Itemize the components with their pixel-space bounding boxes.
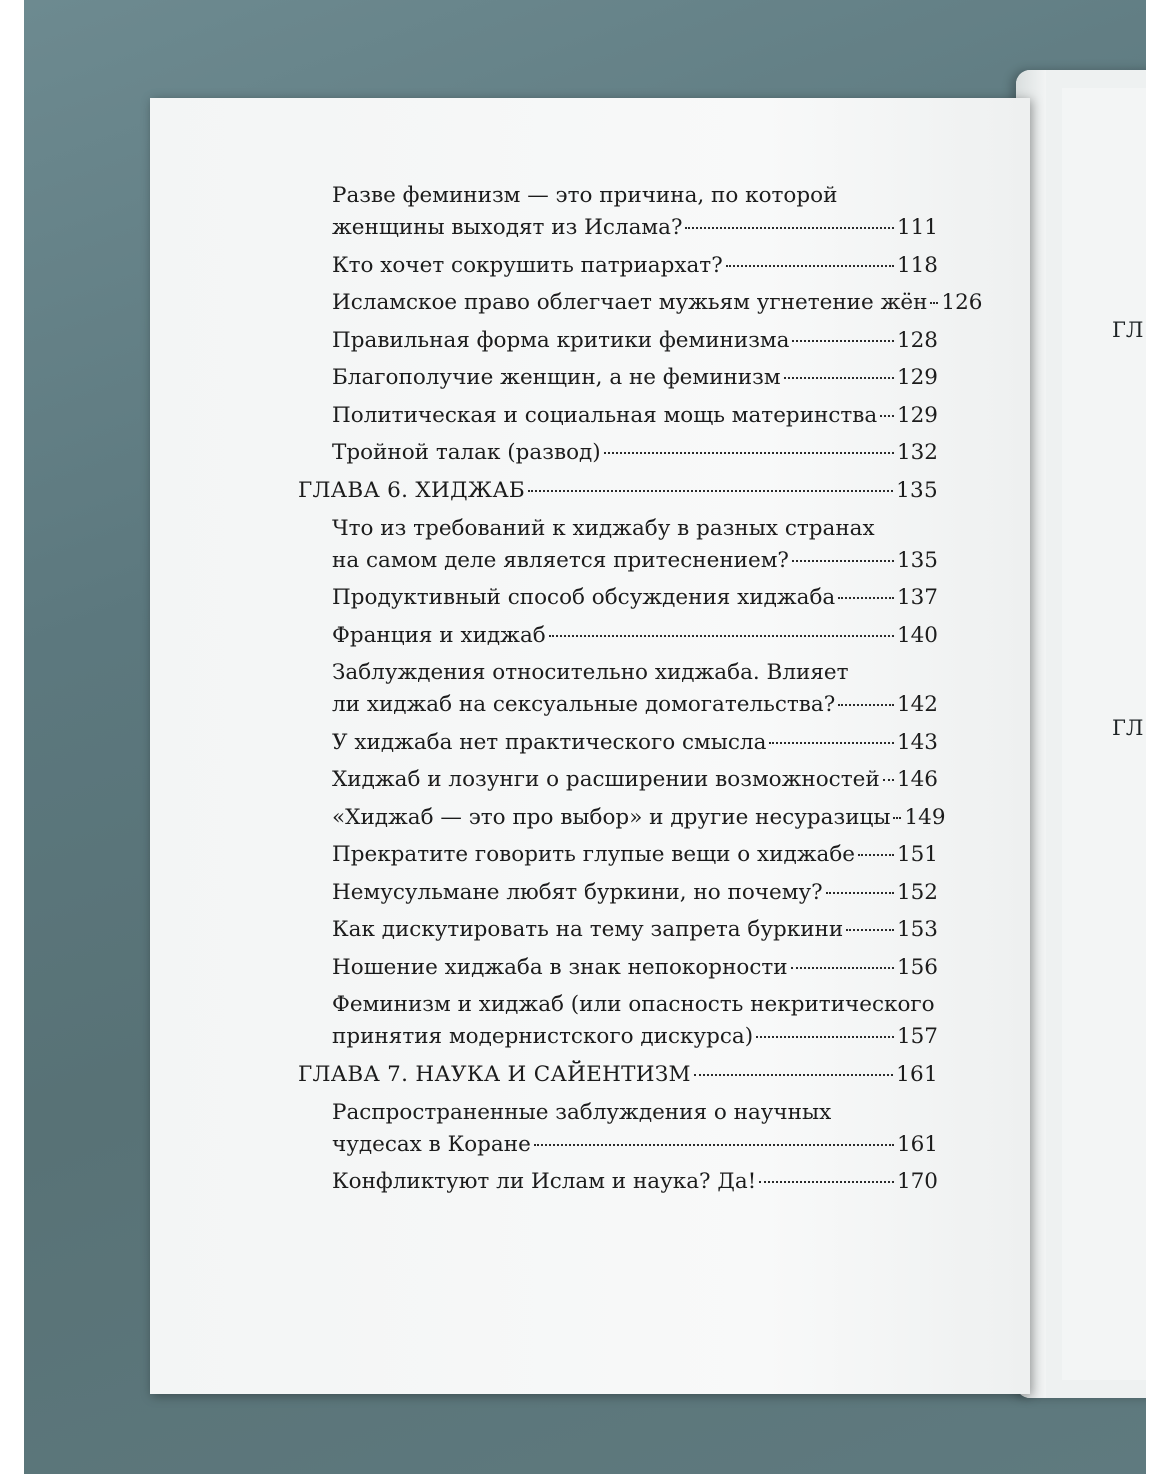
page-number: 149 <box>904 804 946 830</box>
toc-section-entry <box>298 1097 938 1161</box>
toc-entry-last-line <box>332 689 938 721</box>
page-number: 161 <box>896 1131 938 1157</box>
book-page <box>150 98 1030 1394</box>
toc-entry-last-line <box>332 1021 938 1053</box>
toc-entry-text <box>332 657 938 721</box>
toc-entry-title: ГЛАВА 7. НАУКА И САЙЕНТИЗМ <box>298 1061 691 1087</box>
second-book <box>1016 70 1146 1398</box>
toc-section-entry <box>298 877 938 909</box>
page-number: 146 <box>896 767 938 792</box>
toc-entry-last-line <box>332 400 938 432</box>
dot-leader <box>604 452 894 454</box>
toc-section-entry <box>298 180 938 244</box>
toc-entry-last-line <box>332 620 938 652</box>
ghost-text-2: ГЛ <box>1112 716 1144 740</box>
toc-section-entry <box>298 287 983 319</box>
table-of-contents <box>298 180 983 1204</box>
page-number: 135 <box>896 547 938 573</box>
toc-entry-text <box>332 1166 938 1198</box>
toc-section-entry <box>298 952 938 984</box>
page-number: 126 <box>941 290 983 315</box>
dot-leader <box>792 340 893 342</box>
toc-section-entry <box>298 250 938 282</box>
toc-entry-line: Распространенные заблуждения о научных <box>332 1099 832 1125</box>
dot-leader <box>726 265 894 267</box>
dot-leader <box>791 967 894 969</box>
toc-entry-title: Продуктивный способ обсуждения хиджаба <box>332 585 836 610</box>
toc-entry-text <box>332 582 938 614</box>
dot-leader <box>784 377 894 379</box>
page-number: 161 <box>896 1061 938 1087</box>
dot-leader <box>880 415 894 417</box>
toc-entry-title: женщины выходят из Ислама? <box>332 215 683 240</box>
toc-entry-title: Немусульмане любят буркини, но почему? <box>332 879 823 905</box>
toc-entry-text <box>332 180 938 244</box>
toc-entry-last-line <box>332 362 938 394</box>
toc-entry-last-line <box>332 287 982 319</box>
toc-entry-text <box>332 362 938 394</box>
dot-leader <box>858 854 894 856</box>
page-number: 140 <box>896 622 938 648</box>
page-number: 111 <box>896 215 938 240</box>
dot-leader <box>838 597 894 599</box>
toc-entry-last-line <box>298 475 938 507</box>
toc-entry-title: Конфликтуют ли Ислам и наука? Да! <box>332 1169 757 1194</box>
page-number: 142 <box>896 692 938 717</box>
toc-entry-text <box>298 475 938 507</box>
toc-entry-last-line <box>332 1166 938 1198</box>
toc-section-entry <box>298 582 938 614</box>
toc-section-entry <box>298 1166 938 1198</box>
dot-leader <box>528 490 893 492</box>
toc-entry-last-line <box>332 545 938 577</box>
toc-entry-text <box>298 1059 938 1091</box>
page-number: 129 <box>896 365 938 390</box>
toc-chapter-entry <box>298 475 938 507</box>
dot-leader <box>534 1144 894 1146</box>
toc-entry-title: Благополучие женщин, а не феминизм <box>332 365 781 390</box>
toc-chapter-entry <box>298 1059 938 1091</box>
toc-entry-line: Заблуждения относительно хиджаба. Влияет <box>332 660 849 685</box>
toc-entry-text <box>332 513 938 577</box>
page-number: 132 <box>896 440 938 465</box>
page-number: 170 <box>896 1169 938 1194</box>
toc-entry-last-line <box>332 914 938 946</box>
toc-section-entry <box>298 727 938 759</box>
toc-entry-text <box>332 287 982 319</box>
page-number: 152 <box>896 879 938 905</box>
page-number: 157 <box>896 1024 938 1049</box>
dot-leader <box>883 779 894 781</box>
toc-entry-line: Феминизм и хиджаб (или опасность некритического <box>332 992 935 1017</box>
second-book-page <box>1062 88 1146 1380</box>
toc-section-entry <box>298 437 938 469</box>
toc-entry-title: Кто хочет сокрушить патриархат? <box>332 252 723 278</box>
toc-entry-title: Тройной талак (развод) <box>332 440 601 465</box>
dot-leader <box>759 1181 894 1183</box>
toc-entry-last-line <box>332 727 938 759</box>
toc-entry-last-line <box>332 325 938 357</box>
page-number: 135 <box>896 477 938 503</box>
toc-section-entry <box>298 325 938 357</box>
toc-entry-last-line <box>332 582 938 614</box>
toc-entry-text <box>332 437 938 469</box>
toc-entry-title: Прекратите говорить глупые вещи о хиджабе <box>332 842 856 867</box>
page-number: 128 <box>896 327 938 353</box>
page-number: 153 <box>896 917 938 942</box>
toc-section-entry <box>298 989 938 1053</box>
toc-section-entry <box>298 764 938 796</box>
toc-entry-text <box>332 802 946 834</box>
toc-entry-title: «Хиджаб — это про выбор» и другие несуразицы <box>332 804 891 830</box>
toc-section-entry <box>298 802 946 834</box>
desk-background <box>24 0 1146 1474</box>
toc-entry-text <box>332 764 938 796</box>
toc-entry-text <box>332 325 938 357</box>
toc-entry-last-line <box>298 1059 938 1091</box>
toc-entry-title: на самом деле является притеснением? <box>332 547 789 573</box>
dot-leader <box>826 892 894 894</box>
toc-section-entry <box>298 513 938 577</box>
toc-entry-last-line <box>332 764 938 796</box>
page-number: 151 <box>896 842 938 867</box>
toc-entry-text <box>332 250 938 282</box>
toc-entry-last-line <box>332 802 946 834</box>
toc-entry-text <box>332 400 938 432</box>
toc-entry-line: Что из требований к хиджабу в разных странах <box>332 515 875 541</box>
toc-entry-text <box>332 839 938 871</box>
toc-entry-last-line <box>332 839 938 871</box>
toc-entry-text <box>332 620 938 652</box>
toc-entry-last-line <box>332 212 938 244</box>
dot-leader <box>694 1074 893 1076</box>
toc-entry-text <box>332 877 938 909</box>
toc-entry-last-line <box>332 250 938 282</box>
toc-section-entry <box>298 362 938 394</box>
toc-section-entry <box>298 657 938 721</box>
page-number: 118 <box>896 252 938 278</box>
toc-entry-title: Франция и хиджаб <box>332 622 546 648</box>
page-number: 143 <box>896 729 938 755</box>
dot-leader <box>893 817 901 819</box>
toc-entry-title: Правильная форма критики феминизма <box>332 327 790 353</box>
dot-leader <box>846 929 894 931</box>
toc-entry-title: Ношение хиджаба в знак непокорности <box>332 954 788 980</box>
toc-entry-title: чудесах в Коране <box>332 1131 531 1157</box>
dot-leader <box>549 635 894 637</box>
toc-entry-title: ли хиджаб на сексуальные домогательства? <box>332 692 836 717</box>
toc-entry-line: Разве феминизм — это причина, по которой <box>332 183 838 208</box>
toc-section-entry <box>298 839 938 871</box>
toc-entry-text <box>332 727 938 759</box>
dot-leader <box>685 227 893 229</box>
toc-entry-text <box>332 952 938 984</box>
toc-section-entry <box>298 620 938 652</box>
dot-leader <box>756 1036 894 1038</box>
page-number: 137 <box>896 585 938 610</box>
toc-section-entry <box>298 914 938 946</box>
toc-entry-title: Как дискутировать на тему запрета буркини <box>332 917 844 942</box>
page-number: 129 <box>896 402 938 428</box>
toc-section-entry <box>298 400 938 432</box>
dot-leader <box>792 560 894 562</box>
toc-entry-title: Политическая и социальная мощь материнства <box>332 402 878 428</box>
toc-entry-title: Исламское право облегчает мужьям угнетение жён <box>332 290 928 315</box>
toc-entry-text <box>332 989 938 1053</box>
toc-entry-text <box>332 914 938 946</box>
toc-entry-title: ГЛАВА 6. ХИДЖАБ <box>298 477 525 503</box>
toc-entry-last-line <box>332 952 938 984</box>
dot-leader <box>769 742 894 744</box>
toc-entry-title: У хиджаба нет практического смысла <box>332 729 767 755</box>
ghost-text-1: ГЛ <box>1112 318 1144 342</box>
toc-entry-text <box>332 1097 938 1161</box>
toc-entry-last-line <box>332 1129 938 1161</box>
dot-leader <box>838 704 894 706</box>
toc-entry-last-line <box>332 437 938 469</box>
toc-entry-title: принятия модернистского дискурса) <box>332 1024 754 1049</box>
toc-entry-last-line <box>332 877 938 909</box>
toc-entry-title: Хиджаб и лозунги о расширении возможностей <box>332 767 880 792</box>
dot-leader <box>930 302 938 304</box>
page-number: 156 <box>896 954 938 980</box>
